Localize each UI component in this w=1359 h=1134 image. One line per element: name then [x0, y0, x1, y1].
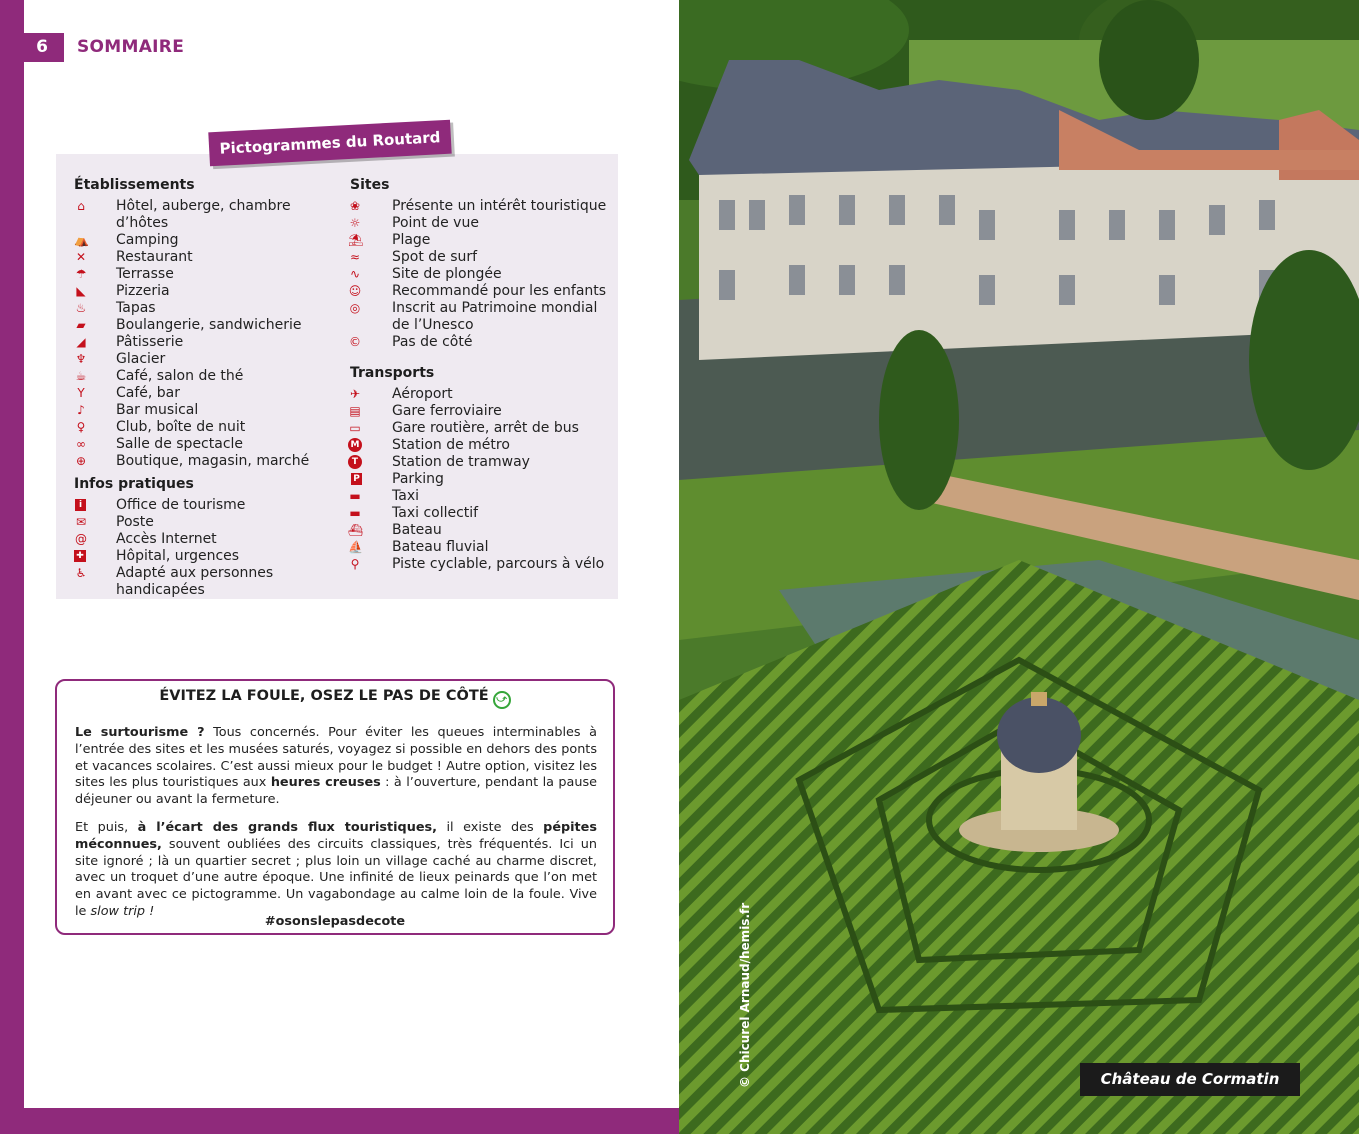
pictogram-item — [350, 283, 615, 300]
restaurant-icon: ✕ — [75, 250, 87, 264]
pictogram-item — [74, 232, 344, 249]
pictogram-label: Pas de côté — [392, 334, 473, 350]
icecream-icon: ♆ — [75, 352, 87, 366]
transports-list — [350, 386, 615, 573]
hashtag: #osonslepasdecote — [264, 914, 406, 929]
text: : à l’ouverture, pendant la pause déjeuner ou avant la fermeture. — [75, 775, 598, 808]
pictogram-item — [74, 385, 344, 402]
info-icon: i — [75, 499, 86, 511]
tapas-icon: ♨ — [75, 301, 87, 315]
unesco-icon: ◎ — [349, 301, 361, 315]
infos-list — [74, 497, 344, 599]
pictogram-item — [74, 266, 344, 283]
basket-icon: ⊕ — [75, 454, 87, 468]
pictogram-banner: Pictogrammes du Routard — [208, 120, 451, 167]
taxi-icon: ▬ — [349, 489, 361, 503]
music-note-icon: ♪ — [77, 403, 85, 417]
pictogram-item — [74, 514, 344, 531]
pictogram-item — [350, 420, 615, 437]
terrace-icon: ☂ — [75, 267, 87, 281]
pas-de-cote-icon: © — [349, 335, 361, 349]
viewpoint-icon: ☼ — [349, 216, 361, 230]
pictogram-label: Aéroport — [392, 386, 453, 402]
pictogram-item — [350, 488, 615, 505]
pas-de-cote-title — [57, 688, 613, 709]
pictogram-item — [350, 198, 615, 215]
camping-icon: ⛺ — [74, 233, 89, 247]
hotel-icon: ⌂ — [77, 199, 85, 213]
theatre-icon: ∞ — [76, 437, 86, 451]
pictogram-label: Point de vue — [392, 215, 479, 231]
river-boat-icon: ⛵ — [348, 540, 363, 554]
pictogram-label: Bar musical — [116, 402, 199, 418]
bakery-icon: ▰ — [76, 318, 86, 332]
pictogram-item — [350, 300, 615, 334]
pictogram-label: Glacier — [116, 351, 166, 367]
pictogram-label: Terrasse — [116, 266, 174, 282]
category-heading: Transports — [350, 365, 435, 381]
pictogram-label: Hôtel, auberge, chambre d’hôtes — [116, 198, 291, 231]
surf-icon: ≈ — [349, 250, 361, 264]
text: Et puis, — [75, 820, 138, 835]
pictogram-label: Bateau fluvial — [392, 539, 489, 555]
pictogram-column-right — [350, 174, 615, 573]
pictogram-item — [350, 505, 615, 522]
pictogram-item — [74, 436, 344, 453]
photo-illustration — [679, 0, 1359, 1134]
pictogram-item — [74, 249, 344, 266]
category-heading: Infos pratiques — [74, 476, 194, 492]
hospital-cross-icon: ✚ — [74, 550, 86, 562]
pictogram-label: Station de métro — [392, 437, 510, 453]
pictogram-item — [74, 351, 344, 368]
text: souvent oubliées des circuits classiques, très fréquentés. Ici un site ignoré ; là un quartier secret ; plus loin un village caché au charme discret, avec un troquet d’une autre époque. Une infinité de lieux peinards que l’on met en avant avec ce pictogramme. Un vagabondage au calme loin de la foule. Vive le — [75, 836, 597, 919]
pictogram-label: Boulangerie, sandwicherie — [116, 317, 302, 333]
pictogram-item — [350, 437, 615, 454]
pictogram-label: Café, salon de thé — [116, 368, 244, 384]
pictogram-label: Boutique, magasin, marché — [116, 453, 310, 469]
glass-icon: Y — [77, 386, 85, 400]
mail-icon: ✉ — [75, 515, 87, 529]
pictogram-label: Spot de surf — [392, 249, 478, 265]
etablissements-list — [74, 198, 344, 470]
pictogram-item — [74, 283, 344, 300]
bottom-bar — [0, 1108, 679, 1134]
pictogram-label: Café, bar — [116, 385, 181, 401]
train-icon: ▤ — [349, 404, 361, 418]
pictogram-label: Inscrit au Patrimoine mondial — [392, 300, 598, 316]
pictogram-item — [74, 198, 344, 232]
diving-icon: ∿ — [349, 267, 361, 281]
wheelchair-icon: ♿ — [75, 566, 87, 580]
pas-de-cote-paragraph-1 — [75, 725, 597, 809]
section-title: SOMMAIRE — [77, 37, 185, 57]
metro-icon: M — [348, 438, 362, 452]
pictogram-label: Accès Internet — [116, 531, 217, 547]
shared-taxi-icon: ▬ — [349, 506, 361, 520]
pictogram-item — [350, 232, 615, 249]
pictogram-label: Gare routière, arrêt de bus — [392, 420, 579, 436]
pictogram-item — [350, 454, 615, 471]
dancer-icon: ♀ — [76, 420, 86, 434]
pictogram-label: Site de plongée — [392, 266, 502, 282]
pictogram-label: Taxi — [392, 488, 419, 504]
pictogram-label: Adapté aux personnes — [116, 565, 274, 581]
pictogram-item — [74, 565, 344, 599]
pictogram-item — [74, 402, 344, 419]
airplane-icon: ✈ — [349, 387, 361, 401]
pas-de-cote-paragraph-2 — [75, 820, 597, 921]
beach-icon: ⛱ — [348, 233, 364, 247]
pictogram-item — [350, 386, 615, 403]
pastry-icon: ◢ — [76, 335, 86, 349]
page-number: 6 — [0, 33, 64, 62]
pictogram-label: de l’Unesco — [392, 317, 474, 333]
pas-de-cote-box — [55, 679, 615, 935]
pictogram-item — [74, 419, 344, 436]
bold-text: à l’écart des grands flux touristiques, — [137, 820, 437, 835]
pictogram-item — [350, 556, 615, 573]
pictogram-label: Station de tramway — [392, 454, 530, 470]
bold-text: Le surtourisme ? — [75, 725, 205, 740]
pictogram-label: Piste cyclable, parcours à vélo — [392, 556, 605, 572]
pictogram-item — [74, 531, 344, 548]
pictogram-item — [350, 539, 615, 556]
text: Tous concernés. Pour éviter les queues interminables à l’entrée des sites et les musées saturés, voyagez si possible en dehors des ponts et vacances scolaires. C’est aussi mieux pour le budget ! Autre option, visitez les sites les plus touristiques aux — [75, 725, 597, 791]
pictogram-item — [74, 317, 344, 334]
pas-de-cote-icon: ⤻ — [493, 691, 511, 709]
pictogram-label: Poste — [116, 514, 154, 530]
chateau-photo — [679, 0, 1359, 1134]
bold-text: pépites méconnues, — [75, 820, 597, 852]
category-heading: Établissements — [74, 177, 195, 193]
pictogram-item — [74, 548, 344, 565]
pictogram-label: Parking — [392, 471, 444, 487]
pictogram-label: Bateau — [392, 522, 442, 538]
pictogram-label: Office de tourisme — [116, 497, 246, 513]
pictogram-item — [74, 334, 344, 351]
pizza-icon: ◣ — [76, 284, 86, 298]
pictogram-label: Pâtisserie — [116, 334, 184, 350]
sites-list — [350, 198, 615, 351]
bicycle-icon: ⚲ — [350, 557, 360, 571]
parking-icon: P — [351, 473, 362, 485]
italic-text: slow trip ! — [90, 903, 155, 919]
pictogram-label: Taxi collectif — [392, 505, 479, 521]
left-page — [0, 0, 679, 1134]
side-bar — [0, 0, 24, 1134]
coffee-icon: ☕ — [75, 369, 87, 383]
pictogram-label: Salle de spectacle — [116, 436, 244, 452]
pictogram-column-left — [74, 174, 344, 599]
at-icon: @ — [75, 532, 87, 546]
pictogram-item — [350, 471, 615, 488]
pictogram-item — [350, 403, 615, 420]
pictogram-item — [74, 497, 344, 514]
pictogram-label: Plage — [392, 232, 431, 248]
pictogram-item — [74, 368, 344, 385]
pictogram-label: Recommandé pour les enfants — [392, 283, 607, 299]
pictogram-item — [350, 334, 615, 351]
pictogram-label: Camping — [116, 232, 179, 248]
text: il existe des — [436, 820, 544, 835]
pictogram-label: Tapas — [116, 300, 156, 316]
tourist-site-icon: ❀ — [349, 199, 361, 213]
pictogram-label: Hôpital, urgences — [116, 548, 240, 564]
photo-caption: Château de Cormatin — [1080, 1063, 1300, 1096]
category-heading: Sites — [350, 177, 390, 193]
pictogram-item — [350, 522, 615, 539]
pictogram-label: Restaurant — [116, 249, 193, 265]
pictogram-item — [350, 215, 615, 232]
pictogram-label: handicapées — [116, 582, 205, 598]
pictogram-item — [350, 249, 615, 266]
boat-icon: ⛴ — [348, 523, 364, 537]
pictogram-label: Pizzeria — [116, 283, 170, 299]
pictogram-item — [74, 453, 344, 470]
pictogram-item — [74, 300, 344, 317]
pictogram-label: Club, boîte de nuit — [116, 419, 246, 435]
children-icon: ☺ — [348, 284, 362, 298]
pictogram-item — [350, 266, 615, 283]
bold-text: heures creuses — [270, 775, 381, 791]
tram-icon: T — [348, 455, 362, 469]
bus-icon: ▭ — [349, 421, 361, 435]
pas-de-cote-title-text: ÉVITEZ LA FOULE, OSEZ LE PAS DE CÔTÉ — [159, 688, 489, 704]
pictogram-label: Gare ferroviaire — [392, 403, 502, 419]
pictogram-label: Présente un intérêt touristique — [392, 198, 607, 214]
photo-credit: © Chicurel Arnaud/hemis.fr — [738, 902, 752, 1088]
